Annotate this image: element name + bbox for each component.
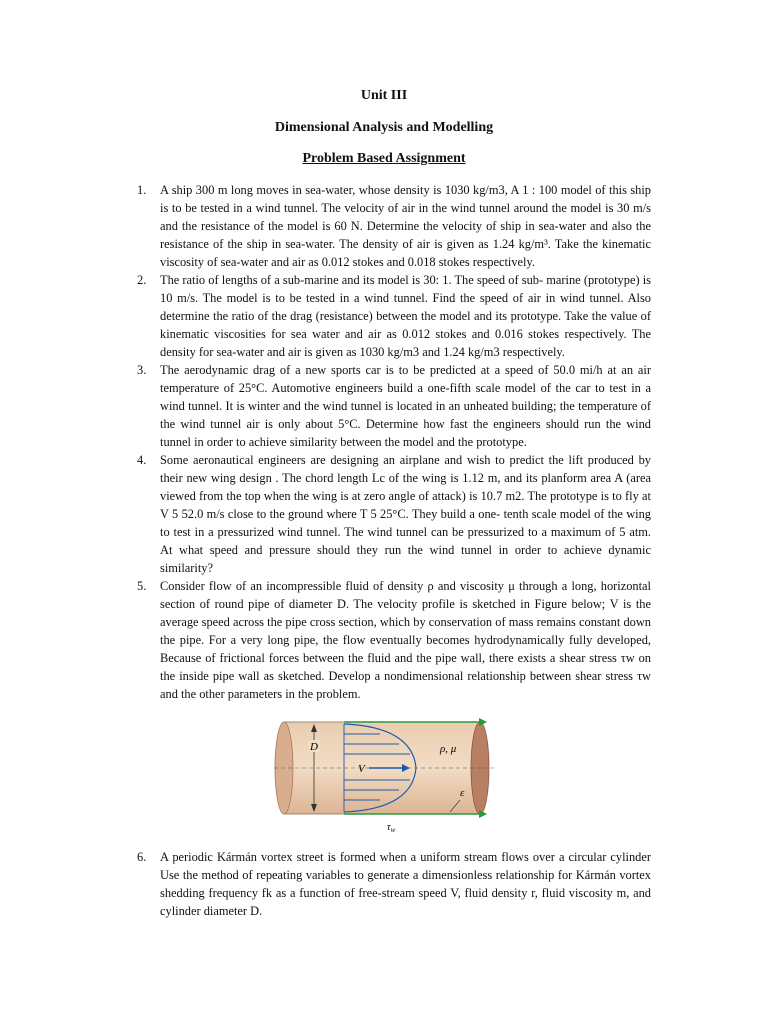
- diameter-label: D: [310, 741, 318, 753]
- problem-number: 2.: [137, 273, 147, 287]
- assignment-subtitle: Problem Based Assignment: [302, 151, 466, 166]
- problem-text: A periodic Kármán vortex street is formed when a uniform stream flows over a circular cylinder Use the method of repeating variables to generate a dimensionless relationship for Kármán vortex shedding frequency fk as a function of free-stream speed V, fluid density r, fluid viscosity m, and cylinder diameter D.: [160, 850, 651, 918]
- unit-heading: Unit III: [360, 88, 408, 103]
- velocity-label: V: [358, 763, 365, 775]
- problem-number: 4.: [137, 453, 147, 467]
- problem-item: [137, 848, 651, 920]
- problem-number: 5.: [137, 579, 147, 593]
- fluid-properties-label: ρ, μ: [440, 743, 457, 755]
- problem-list: [137, 181, 651, 703]
- problem-item: [137, 577, 651, 703]
- problem-item: [137, 181, 651, 271]
- pipe-flow-figure: [274, 714, 494, 834]
- problem-text: Some aeronautical engineers are designing an airplane and wish to predict the lift produced by their new wing design . The chord length Lc of the wing is 1.12 m, and its planform area A (area viewed from the top when the wing is at zero angle of attack) is 10.7 m2. The prototype is to fly at V 5 52.0 m/s close to the ground where T 5 25°C. They build a one- tenth scale model of the wing to test in a pressurized wind tunnel. The wind tunnel can be pressurized to a maximum of 5 atm. At what speed and pressure should they run the wind tunnel in order to achieve dynamic similarity?: [160, 453, 651, 575]
- problem-item: [137, 451, 651, 577]
- problem-text: A ship 300 m long moves in sea-water, whose density is 1030 kg/m3, A 1 : 100 model of this ship is to be tested in a wind tunnel. The velocity of air in the wind tunnel around the model is 30 m/s and the resistance of the model is 60 N. Determine the velocity of ship in sea-water and also the resistance of the ship in sea-water. The density of air is given as 1.24 kg/m³. Take the kinematic viscosity of sea-water and air as 0.012 stokes and 0.018 stokes respectively.: [160, 183, 651, 269]
- problem-item: [137, 271, 651, 361]
- problem-list-continued: [137, 848, 651, 920]
- problem-number: 3.: [137, 363, 147, 377]
- problem-number: 1.: [137, 183, 147, 197]
- problem-number: 6.: [137, 850, 147, 864]
- problem-text: Consider flow of an incompressible fluid of density ρ and viscosity μ through a long, horizontal section of round pipe of diameter D. The velocity profile is sketched in Figure below; V is the average speed across the pipe cross section, which by conservation of mass remains constant down the pipe. For a very long pipe, the flow eventually becomes hydrodynamically fully developed, Because of frictional forces between the fluid and the pipe wall, there exists a shear stress τw on the inside pipe wall as sketched. Develop a nondimensional relationship between shear stress τw and the other parameters in the problem.: [160, 579, 651, 701]
- problem-text: The ratio of lengths of a sub-marine and its model is 30: 1. The speed of sub- marine (prototype) is 10 m/s. The model is to be tested in a wind tunnel. Find the speed of air in wind tunnel. Also determine the ratio of the drag (resistance) between the model and its prototype. Take the value of kinematic viscosities for sea water and air as 0.012 stokes and 0.016 stokes respectively. The density for sea-water and air is given as 1030 kg/m3 and 1.24 kg/m3 respectively.: [160, 273, 651, 359]
- problem-item: [137, 361, 651, 451]
- document-title: Dimensional Analysis and Modelling: [274, 120, 494, 135]
- roughness-label: ε: [460, 787, 465, 799]
- problem-text: The aerodynamic drag of a new sports car is to be predicted at a speed of 50.0 mi/h at an air temperature of 25°C. Automotive engineers build a one-fifth scale model of the car to test in a wind tunnel. It is winter and the wind tunnel is located in an unheated building; the temperature of the wind tunnel air is only about 5°C. Determine how fast the engineers should run the wind tunnel in order to achieve similarity between the model and the prototype.: [160, 363, 651, 449]
- shear-stress-label: $\tau_w$: [387, 822, 396, 834]
